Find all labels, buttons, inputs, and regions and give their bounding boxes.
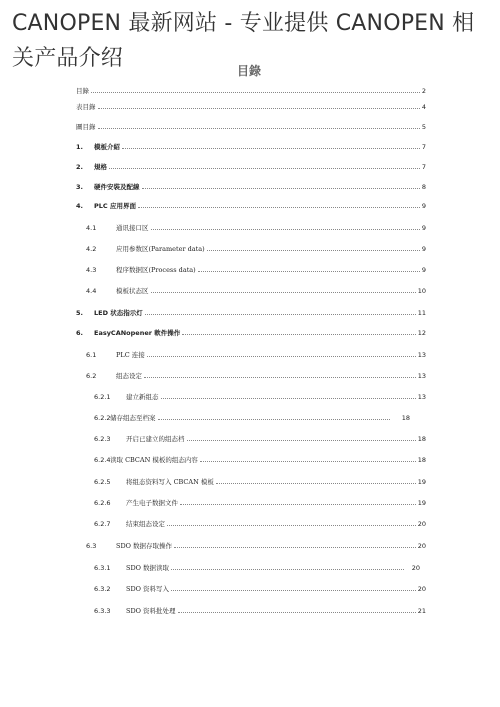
toc-entry-page: 18 <box>417 456 426 464</box>
toc-entry-label: 通讯接口区 <box>116 224 149 232</box>
toc-entry-number: 4.4 <box>86 287 97 295</box>
toc-entry-label: 结束组态设定 <box>126 520 165 528</box>
toc-entry[interactable] <box>76 325 426 337</box>
toc-entry[interactable] <box>94 410 410 422</box>
toc-entry-label: 将组态资料写入 CBCAN 模板 <box>126 478 214 486</box>
toc-entry-label: EasyCANopener 軟件操作 <box>94 329 181 337</box>
toc-entry-page: 9 <box>421 224 426 232</box>
toc-entry-number: 6.3 <box>86 542 97 550</box>
toc-entry-label: 目錄 <box>76 87 89 95</box>
toc-leader-dots <box>178 611 416 613</box>
toc-leader-dots <box>161 397 416 399</box>
toc-entry[interactable] <box>94 495 426 507</box>
toc-entry[interactable] <box>76 119 426 131</box>
toc-entry-label: 储存组态至档案 <box>110 414 156 422</box>
toc-entry-number: 6.2.3 <box>94 435 111 443</box>
toc-entry-number: 6. <box>76 329 83 337</box>
toc-entry-label: 圖目錄 <box>76 123 96 131</box>
toc-entry-label: SDO 资料写入 <box>126 585 170 593</box>
toc-entry-number: 6.2.1 <box>94 393 111 401</box>
toc-entry-page: 11 <box>417 309 426 317</box>
toc-entry-page: 20 <box>417 542 426 550</box>
toc-leader-dots <box>109 167 420 169</box>
toc-entry-page: 5 <box>421 123 426 131</box>
toc-entry-label: SDO 数据读取 <box>126 564 170 572</box>
toc-entry-label: 读取 CBCAN 模板的组态内容 <box>110 456 198 464</box>
toc-leader-dots <box>98 127 420 129</box>
toc-entry[interactable] <box>94 516 426 528</box>
toc-entry[interactable] <box>86 368 426 380</box>
toc-leader-dots <box>158 418 390 420</box>
toc-entry-number: 5. <box>76 309 83 317</box>
toc-entry-number: 6.3.1 <box>94 564 111 572</box>
toc-entry-label: 硬件安裝及配線 <box>94 183 140 191</box>
toc-leader-dots <box>151 291 416 293</box>
toc-entry-page: 7 <box>421 143 426 151</box>
toc-entry-page: 4 <box>421 103 426 111</box>
toc-leader-dots <box>187 439 416 441</box>
toc-entry-number: 6.2.4 <box>94 456 111 464</box>
toc-leader-dots <box>122 147 420 149</box>
toc-leader-dots <box>198 270 420 272</box>
toc-entry-label: 規格 <box>94 163 107 171</box>
toc-entry-page: 21 <box>417 607 426 615</box>
toc-entry-label: PLC 连接 <box>116 351 145 359</box>
toc-entry-number: 3. <box>76 183 83 191</box>
toc-entry-number: 4.3 <box>86 266 97 274</box>
toc-entry-number: 4.1 <box>86 224 97 232</box>
toc-leader-dots <box>200 460 416 462</box>
toc-entry-label: LED 状态指示灯 <box>94 309 143 317</box>
toc-entry[interactable] <box>76 159 426 171</box>
toc-entry-page: 9 <box>421 202 426 210</box>
toc-entry-number: 6.3.3 <box>94 607 111 615</box>
toc-entry-number: 6.2.7 <box>94 520 111 528</box>
toc-entry-page: 8 <box>421 183 426 191</box>
toc-entry[interactable] <box>94 581 426 593</box>
toc-entry[interactable] <box>76 83 426 95</box>
toc-entry[interactable] <box>94 603 426 615</box>
toc-leader-dots <box>138 206 420 208</box>
page-header-title: CANOPEN 最新网站 - 专业提供 CANOPEN 相关产品介绍 <box>12 11 475 71</box>
toc-entry-label: 应用参数区(Parameter data) <box>116 245 205 253</box>
toc-entry[interactable] <box>94 452 426 464</box>
toc-entry-page: 19 <box>417 478 426 486</box>
toc-leader-dots <box>207 249 420 251</box>
toc-entry-page: 18 <box>401 414 410 422</box>
toc-entry-number: 6.1 <box>86 351 97 359</box>
toc-entry-label: 组态设定 <box>116 372 142 380</box>
toc-entry-label: 表目錄 <box>76 103 96 111</box>
toc-entry-page: 13 <box>417 351 426 359</box>
toc-entry[interactable] <box>86 347 426 359</box>
toc-leader-dots <box>174 546 416 548</box>
toc-leader-dots <box>167 524 416 526</box>
toc-entry[interactable] <box>94 560 420 572</box>
toc-entry[interactable] <box>94 431 426 443</box>
toc-leader-dots <box>145 313 416 315</box>
toc-leader-dots <box>142 187 420 189</box>
toc-entry-number: 6.2.5 <box>94 478 111 486</box>
toc-entry-number: 2. <box>76 163 83 171</box>
toc-entry-number: 6.3.2 <box>94 585 111 593</box>
toc-entry-label: 开启已建立的组态档 <box>126 435 185 443</box>
toc-entry[interactable] <box>76 179 426 191</box>
toc-entry[interactable] <box>76 198 426 210</box>
toc-entry[interactable] <box>86 538 426 550</box>
toc-entry[interactable] <box>76 139 426 151</box>
toc-entry[interactable] <box>86 241 426 253</box>
toc-entry-page: 10 <box>417 287 426 295</box>
toc-entry-page: 18 <box>417 435 426 443</box>
toc-entry[interactable] <box>94 474 426 486</box>
toc-entry-label: 建立新组态 <box>126 393 159 401</box>
toc-entry-label: SDO 数据存取操作 <box>116 542 173 550</box>
toc-leader-dots <box>151 228 420 230</box>
toc-entry[interactable] <box>76 99 426 111</box>
toc-entry-number: 6.2 <box>86 372 97 380</box>
toc-heading: 目錄 <box>237 64 262 78</box>
toc-entry[interactable] <box>94 389 426 401</box>
toc-entry-label: PLC 应用界面 <box>94 202 136 210</box>
toc-entry-page: 9 <box>421 245 426 253</box>
toc-entry-label: SDO 资料批处理 <box>126 607 176 615</box>
toc-leader-dots <box>91 91 420 93</box>
toc-leader-dots <box>147 355 416 357</box>
toc-entry-number: 6.2.6 <box>94 499 111 507</box>
toc-entry-label: 模板状态区 <box>116 287 149 295</box>
toc-entry-label: 程序数据区(Process data) <box>116 266 196 274</box>
toc-leader-dots <box>171 568 404 570</box>
toc-entry-label: 模板介紹 <box>94 143 120 151</box>
toc-entry-page: 19 <box>417 499 426 507</box>
toc-entry[interactable] <box>86 220 426 232</box>
toc-entry-page: 20 <box>417 520 426 528</box>
toc-entry-page: 20 <box>417 585 426 593</box>
toc-leader-dots <box>182 333 416 335</box>
toc-entry-page: 13 <box>417 372 426 380</box>
toc-leader-dots <box>216 482 416 484</box>
toc-entry-page: 12 <box>417 329 426 337</box>
toc-entry-page: 2 <box>421 87 426 95</box>
toc-entry-number: 6.2.2 <box>94 414 111 422</box>
toc-entry-page: 9 <box>421 266 426 274</box>
toc-leader-dots <box>171 589 416 591</box>
toc-entry-label: 产生电子数据文件 <box>126 499 178 507</box>
toc-entry-number: 4. <box>76 202 83 210</box>
toc-entry-page: 13 <box>417 393 426 401</box>
toc-leader-dots <box>98 107 420 109</box>
toc-entry[interactable] <box>86 262 426 274</box>
toc-leader-dots <box>180 503 416 505</box>
toc-entry[interactable] <box>76 305 426 317</box>
toc-entry-page: 20 <box>411 564 420 572</box>
toc-entry-number: 1. <box>76 143 83 151</box>
toc-entry-page: 7 <box>421 163 426 171</box>
toc-entry[interactable] <box>86 283 426 295</box>
toc-entry-number: 4.2 <box>86 245 97 253</box>
toc-leader-dots <box>144 376 416 378</box>
